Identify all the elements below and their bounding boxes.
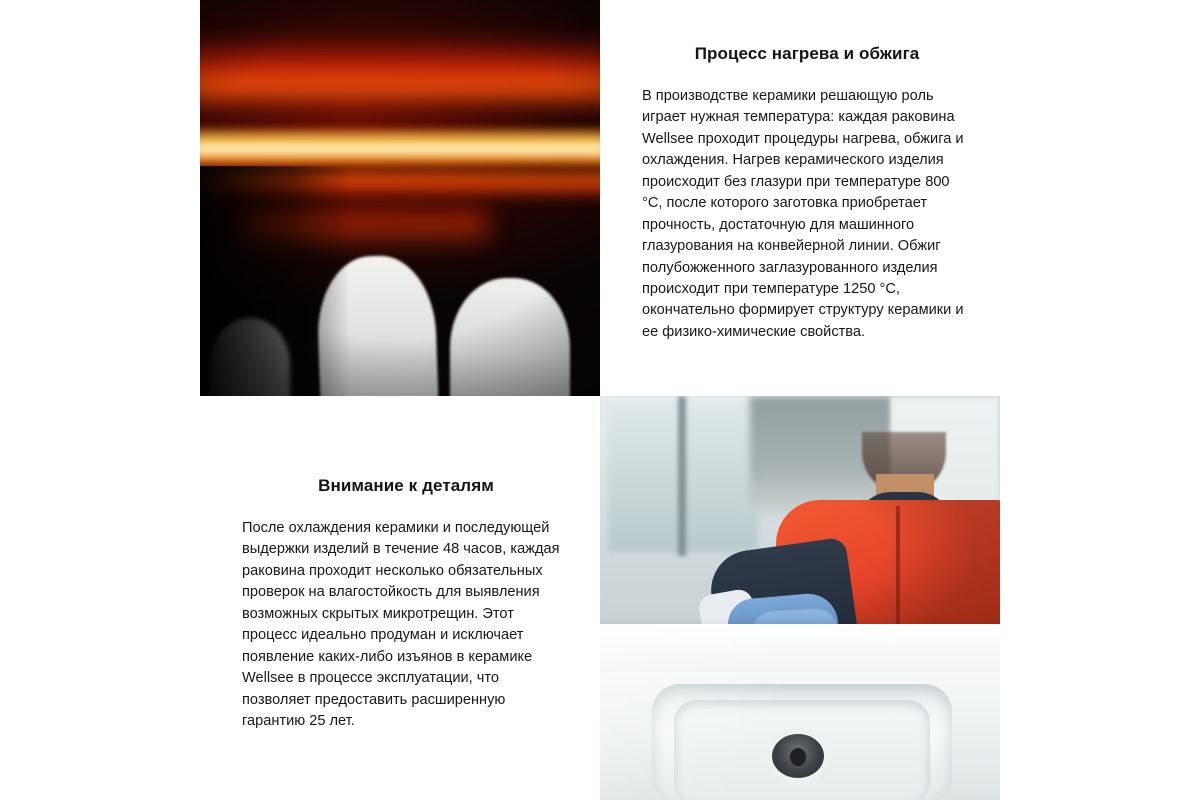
workshop-window-frame [678, 396, 686, 556]
right-gutter-top [1000, 0, 1200, 396]
heating-firing-text-block [600, 0, 1000, 396]
section-heating-firing [0, 0, 1200, 396]
sink-drain-hole [790, 748, 806, 766]
section-attention-to-detail [0, 396, 1200, 800]
kiln-photo [200, 0, 600, 396]
left-gutter-top [0, 0, 200, 396]
inspection-photo [600, 396, 1000, 800]
attention-to-detail-title: Внимание к деталям [318, 476, 494, 495]
attention-to-detail-text-block [200, 396, 600, 800]
right-gutter-bottom [1000, 396, 1200, 800]
left-gutter-bottom [0, 396, 200, 800]
kiln-furnace-photo [200, 0, 600, 396]
worker-inspecting-sink-photo [600, 396, 1000, 800]
heating-firing-title: Процесс нагрева и обжига [694, 44, 920, 63]
attention-to-detail-body: После охлаждения керамики и последующей выдержки изделий в течение 48 часов, каждая раковина проходит несколько обязательных проверок на влагостойкость для выявления возможных скрытых микротрещин. Этот процесс идеально продуман и исключает появление каких-либо изъянов в керамике Wellsee в процессе эксплуатации, что позволяет предоставить расширенную гарантию 25 лет. [242, 520, 560, 729]
kiln-vignette [200, 0, 600, 396]
heating-firing-body: В производстве керамики решающую роль играет нужная температура: каждая раковина Wellsee проходит процедуры нагрева, обжига и охлаждения. Нагрев керамического изделия происходит без глазури при температуре 800 °C, после которого заготовка приобретает прочность, достаточную для машинного глазурования на конвейерной линии. Обжиг полубожженного заглазурованного изделия происходит при температуре 1250 °C, окончательно формирует структуру керамики и ее физико-химические свойства. [642, 88, 964, 340]
